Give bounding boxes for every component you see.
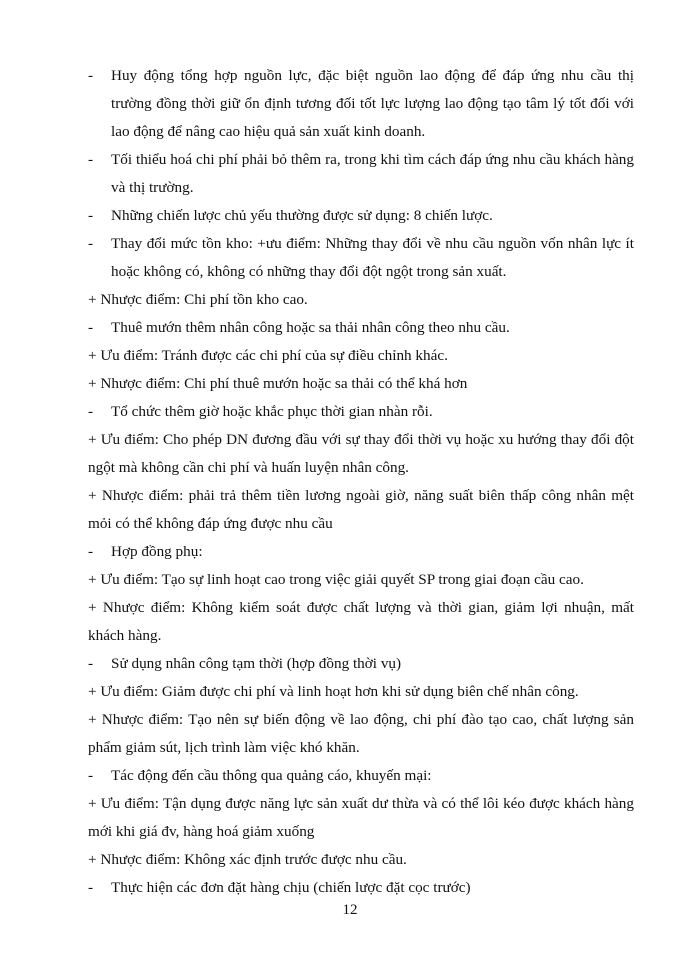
list-item bbox=[88, 538, 634, 566]
dash-bullet: - bbox=[88, 151, 94, 168]
item-text: Tổ chức thêm giờ hoặc khắc phục thời gian nhàn rỗi. bbox=[111, 403, 433, 420]
item-text: + Nhược điểm: Không kiểm soát được chất lượng và thời gian, giảm lợi nhuận, mất khách hàng. bbox=[88, 599, 634, 644]
list-item bbox=[88, 650, 634, 678]
item-text: + Ưu điểm: Tạo sự linh hoạt cao trong việc giải quyết SP trong giai đoạn cầu cao. bbox=[88, 571, 584, 588]
list-item bbox=[88, 286, 634, 314]
item-text: Thay đổi mức tồn kho: +ưu điểm: Những thay đổi về nhu cầu nguồn vốn nhân lực ít hoặc không có, không có những thay đổi đột ngột trong sản xuất. bbox=[111, 235, 634, 280]
item-text: + Nhược điểm: Chi phí thuê mướn hoặc sa thải có thể khá hơn bbox=[88, 375, 468, 392]
list-item bbox=[88, 594, 634, 650]
list-item bbox=[88, 314, 634, 342]
list-item bbox=[88, 874, 634, 902]
list-item bbox=[88, 846, 634, 874]
item-text: + Ưu điểm: Tránh được các chi phí của sự điều chỉnh khác. bbox=[88, 347, 448, 364]
document-body bbox=[88, 62, 634, 902]
list-item bbox=[88, 230, 634, 286]
list-item bbox=[88, 342, 634, 370]
item-text: Sử dụng nhân công tạm thời (hợp đồng thời vụ) bbox=[111, 655, 402, 672]
list-item bbox=[88, 482, 634, 538]
item-text: Huy động tổng hợp nguồn lực, đặc biệt nguồn lao động để đáp ứng nhu cầu thị trường đồng thời giữ ổn định tương đối tốt lực lượng lao động tạo tâm lý tốt đối với lao động để nâng cao hiệu quả sản xuất kinh doanh. bbox=[111, 67, 634, 140]
dash-bullet: - bbox=[88, 655, 94, 672]
dash-bullet: - bbox=[88, 319, 94, 336]
item-text: Thuê mướn thêm nhân công hoặc sa thải nhân công theo nhu cầu. bbox=[111, 319, 510, 336]
list-item bbox=[88, 566, 634, 594]
list-item bbox=[88, 146, 634, 202]
item-text: + Ưu điểm: Tận dụng được năng lực sản xuất dư thừa và có thể lôi kéo được khách hàng mới khi giá đv, hàng hoá giảm xuống bbox=[88, 795, 634, 840]
item-text: Thực hiện các đơn đặt hàng chịu (chiến lược đặt cọc trước) bbox=[111, 879, 471, 896]
item-text: + Nhược điểm: Chi phí tồn kho cao. bbox=[88, 291, 308, 308]
item-text: Tối thiểu hoá chi phí phải bỏ thêm ra, trong khi tìm cách đáp ứng nhu cầu khách hàng và thị trường. bbox=[111, 151, 634, 196]
list-item bbox=[88, 202, 634, 230]
dash-bullet: - bbox=[88, 207, 94, 224]
item-text: Tác động đến cầu thông qua quảng cáo, khuyến mại: bbox=[111, 767, 432, 784]
item-text: + Ưu điểm: Giảm được chi phí và linh hoạt hơn khi sử dụng biên chế nhân công. bbox=[88, 683, 579, 700]
list-item bbox=[88, 62, 634, 146]
item-text: Hợp đồng phụ: bbox=[111, 543, 203, 560]
dash-bullet: - bbox=[88, 403, 94, 420]
item-text: + Nhược điểm: Không xác định trước được nhu cầu. bbox=[88, 851, 407, 868]
dash-bullet: - bbox=[88, 543, 94, 560]
list-item bbox=[88, 678, 634, 706]
list-item bbox=[88, 398, 634, 426]
dash-bullet: - bbox=[88, 67, 94, 84]
list-item bbox=[88, 706, 634, 762]
dash-bullet: - bbox=[88, 879, 94, 896]
item-text: + Ưu điểm: Cho phép DN đương đầu với sự thay đổi thời vụ hoặc xu hướng thay đổi đột ngột mà không cần chi phí và huấn luyện nhân công. bbox=[88, 431, 634, 476]
item-text: + Nhược điểm: phải trả thêm tiền lương ngoài giờ, năng suất biên thấp công nhân mệt mỏi có thể không đáp ứng được nhu cầu bbox=[88, 487, 634, 532]
item-text: Những chiến lược chủ yếu thường được sử dụng: 8 chiến lược. bbox=[111, 207, 493, 224]
list-item bbox=[88, 370, 634, 398]
dash-bullet: - bbox=[88, 767, 94, 784]
list-item bbox=[88, 426, 634, 482]
item-text: + Nhược điểm: Tạo nên sự biến động về lao động, chi phí đào tạo cao, chất lượng sản phẩm giảm sút, lịch trình làm việc khó khăn. bbox=[88, 711, 634, 756]
list-item bbox=[88, 790, 634, 846]
list-item bbox=[88, 762, 634, 790]
dash-bullet: - bbox=[88, 235, 94, 252]
page-number: 12 bbox=[342, 902, 358, 918]
